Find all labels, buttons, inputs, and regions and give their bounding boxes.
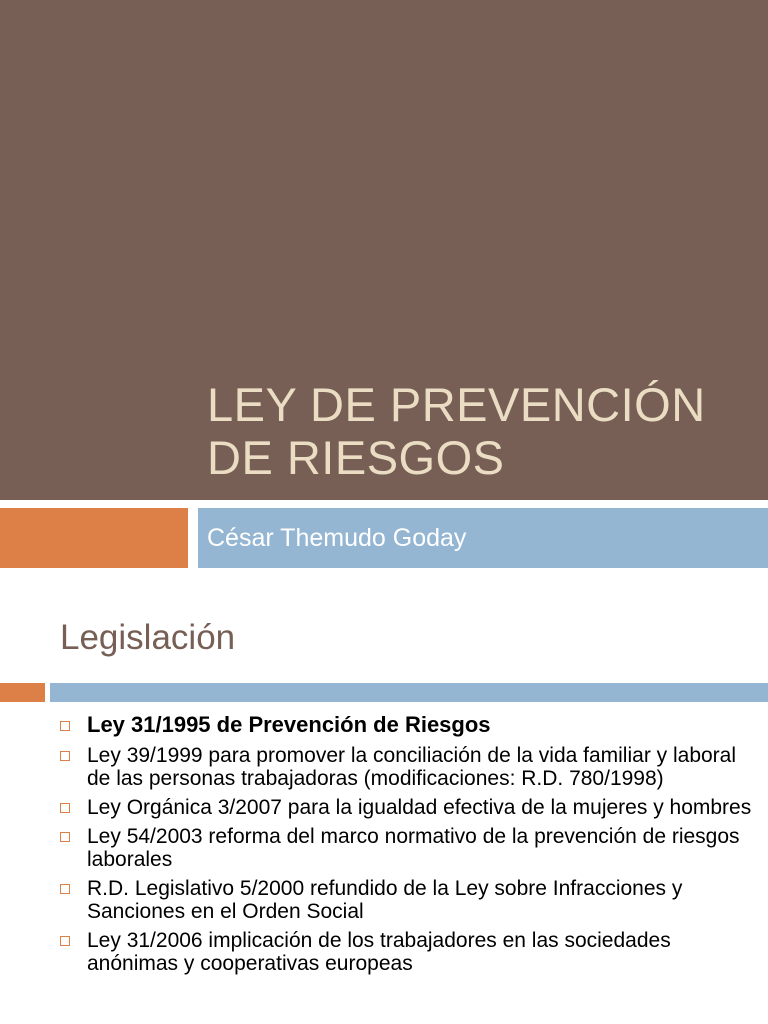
square-bullet-icon [60, 721, 70, 731]
bullet-item [60, 712, 760, 738]
bullet-text: R.D. Legislativo 5/2000 refundido de la Ley sobre Infracciones y Sanciones en el Orden Social [87, 877, 683, 923]
square-bullet-icon [60, 884, 70, 894]
bullet-item [60, 825, 760, 871]
square-bullet-icon [60, 751, 70, 761]
bullet-text: Ley 54/2003 reforma del marco normativo de la prevención de riesgos laborales [87, 825, 740, 871]
bullet-item [60, 929, 760, 975]
bullet-text: Ley 31/1995 de Prevención de Riesgos [87, 712, 491, 737]
bullet-item [60, 796, 760, 819]
slide-subtitle: César Themudo Goday [207, 524, 467, 552]
title-line-2: DE RIESGOS [207, 431, 505, 484]
bullet-text: Ley 31/2006 implicación de los trabajadores en las sociedades anónimas y cooperativas europeas [87, 929, 671, 975]
accent-bar-orange [0, 508, 188, 568]
bullet-text: Ley 39/1999 para promover la conciliación de la vida familiar y laboral de las personas trabajadoras (modificaciones: R.D. 780/1998) [87, 744, 737, 790]
content-slide [0, 576, 768, 1024]
content-heading: Legislación [60, 618, 236, 657]
bullet-item [60, 744, 760, 790]
divider-blue [50, 683, 768, 702]
square-bullet-icon [60, 803, 70, 813]
square-bullet-icon [60, 832, 70, 842]
title-line-1: LEY DE PREVENCIÓN [207, 378, 706, 431]
bullet-list [60, 712, 760, 981]
divider-orange [0, 683, 45, 702]
bullet-text: Ley Orgánica 3/2007 para la igualdad efectiva de la mujeres y hombres [87, 796, 752, 819]
slide-title [207, 378, 706, 484]
square-bullet-icon [60, 936, 70, 946]
bullet-item [60, 877, 760, 923]
